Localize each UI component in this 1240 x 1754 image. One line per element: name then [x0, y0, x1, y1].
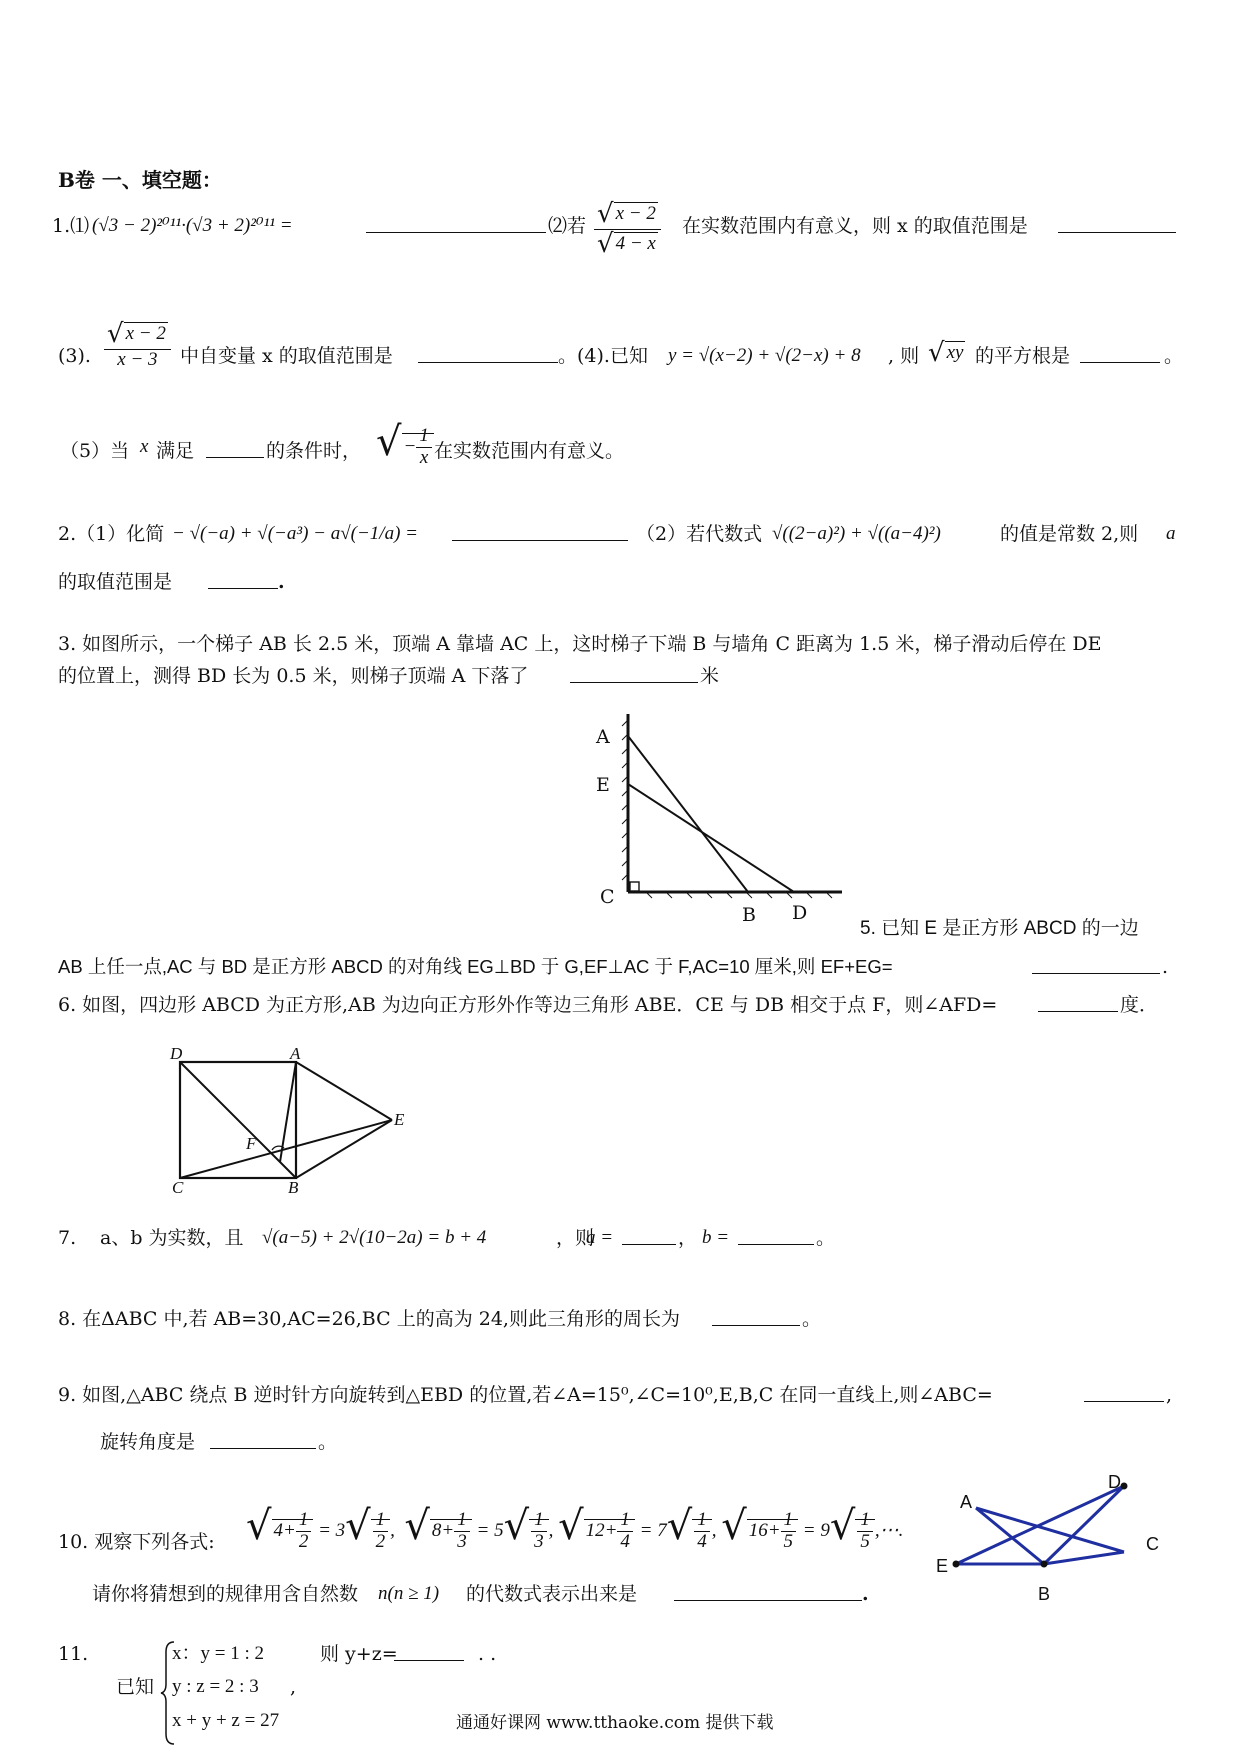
q2-part1-expression: − √(−a) + √(−a³) − a√(−1/a) = [172, 523, 418, 544]
ladder-ab [628, 736, 748, 892]
q11-prefix: 已知 [116, 1676, 155, 1698]
q8-end: 。 [802, 1308, 822, 1330]
q2-part2-label: （2）若代数式 [636, 523, 763, 545]
q11-ask-end: . . [478, 1643, 497, 1665]
q11-comma: , [290, 1676, 297, 1698]
rotation-label-c: C [1146, 1534, 1159, 1554]
q7-end: 。 [816, 1227, 836, 1249]
q1-part1-label: 1.⑴ [52, 215, 90, 237]
ladder-label-e: E [596, 774, 610, 796]
q2-part1-label: 2.（1）化简 [58, 523, 165, 545]
ladder-label-d: D [792, 902, 808, 924]
q5-blank [1032, 957, 1160, 980]
q1-part2-fraction: $\frac{√ x - 2}{√ 4 - x}$ [594, 200, 661, 258]
q8-blank [712, 1309, 800, 1332]
q9-angle-blank [1084, 1385, 1164, 1408]
ladder-label-c: C [600, 886, 615, 908]
q7-separator: ， [678, 1227, 698, 1249]
q10-formula-1: √ 4+ $\frac{1}{2}$ = 3√ $\frac{1}{2}$ , [246, 1503, 400, 1553]
q2-part2-blank [208, 572, 278, 595]
q1-part4-expression: y = √(x−2) + √(2−x) + 8 [668, 345, 861, 366]
q5-line1: 5. 已知 E 是正方形 ABCD 的一边 [860, 918, 1139, 939]
q11-equation-3: x + y + z = 27 [172, 1710, 280, 1731]
q2-line2-end: . [278, 571, 285, 593]
q7-text-a: a、b 为实数，且 [100, 1227, 244, 1249]
q1-part2-text: 在实数范围内有意义，则 x 的取值范围是 [682, 215, 1028, 237]
q2-part1-blank [452, 524, 628, 547]
q1-part5-variable: x [140, 436, 149, 457]
q9-line1-end: , [1166, 1384, 1173, 1406]
q1-part1-blank [366, 216, 546, 239]
q10-formula-2: √ 8+ $\frac{1}{3}$ = 5√ $\frac{1}{3}$ , [404, 1503, 554, 1553]
q2-part2-text: 的值是常数 2,则 [1000, 523, 1139, 545]
q10-line2-a: 请你将猜想到的规律用含自然数 [92, 1583, 359, 1605]
q9-line2: 旋转角度是 [100, 1431, 196, 1453]
q11-equation-1: x：y = 1 : 2 [172, 1643, 264, 1664]
q9-rotation-blank [210, 1432, 316, 1455]
q6-text: 6. 如图，四边形 ABCD 为正方形,AB 为边向正方形外作等边三角形 ABE．CE 与 DB 相交于点 F，则∠AFD= [58, 994, 998, 1016]
q6-end: 度． [1120, 994, 1159, 1016]
q7-b-equals: b = [702, 1227, 730, 1248]
q1-part2-blank [1058, 216, 1176, 239]
footer-source: 通通好课网 www.tthaoke.com 提供下载 [456, 1713, 774, 1733]
q1-part5-text-a: 满足 [156, 440, 195, 462]
q9-line2-end: 。 [318, 1431, 338, 1453]
q7-text-b: ，则 [556, 1227, 595, 1249]
q1-part3-blank [418, 346, 558, 369]
ladder-label-a: A [596, 726, 610, 748]
q10-formula-4: √ 16+ $\frac{1}{5}$ = 9√ $\frac{1}{5}$ [721, 1520, 875, 1541]
q3-line2: 的位置上，测得 BD 长为 0.5 米，则梯子顶端 A 下落了 [58, 665, 529, 687]
q9-line1: 9. 如图,△ABC 绕点 B 逆时针方向旋转到△EBD 的位置,若∠A=15⁰,∠C=10⁰,E,B,C 在同一直线上,则∠ABC= [58, 1384, 993, 1406]
q8-text: 8. 在ΔABC 中,若 AB=30,AC=26,BC 上的高为 24,则此三角形的周长为 [58, 1308, 680, 1330]
rotation-label-e: E [936, 1556, 949, 1576]
q1-part4-end: 。 [1164, 345, 1184, 367]
square-label-c: C [172, 1178, 184, 1197]
q1-part5-label: （5）当 [60, 440, 130, 462]
q10-line2-variable: n(n ≥ 1) [378, 1583, 440, 1604]
q3-blank [570, 666, 698, 689]
square-label-d: D [170, 1044, 183, 1063]
q6-blank [1038, 995, 1118, 1018]
q10-blank [674, 1584, 862, 1607]
q1-part5-text-c: 在实数范围内有意义。 [434, 440, 625, 462]
q11-ask: 则 y+z= [320, 1643, 398, 1665]
ladder-de [628, 784, 794, 892]
q1-part4-root: √ xy [928, 338, 964, 368]
q11-label: 11. [58, 1643, 89, 1665]
q7-a-equals: a = [586, 1227, 614, 1248]
q7-a-blank [622, 1228, 676, 1251]
q2-line2-text: 的取值范围是 [58, 571, 173, 593]
q3-line2-end: 米 [700, 665, 720, 687]
square-label-e: E [394, 1110, 405, 1129]
q5-line2: AB 上任一点,AC 与 BD 是正方形 ABCD 的对角线 EG⊥BD 于 G,EF⊥AC 于 F,AC=10 厘米,则 EF+EG= [58, 956, 893, 977]
q11-equation-2: y : z = 2 : 3 [172, 1676, 259, 1697]
q10-line2-end: . [862, 1583, 869, 1605]
q1-part5-root: √ − $\frac{1}{x}$ [376, 418, 434, 469]
q1-part3-fraction: $\frac{√ x - 2}{x - 3}$ [104, 320, 171, 370]
ladder-figure [590, 706, 850, 936]
square-label-f: F [246, 1134, 257, 1153]
rotation-figure [940, 1470, 1176, 1580]
q1-part4-text-b: , 则 [888, 345, 920, 367]
rotation-label-b: B [1038, 1584, 1051, 1604]
q1-part4-blank [1080, 346, 1160, 369]
rotation-label-d: D [1108, 1472, 1121, 1492]
square-label-a: A [290, 1044, 301, 1063]
q10-formula-3: √ 12+ $\frac{1}{4}$ = 7√ $\frac{1}{4}$ , [558, 1503, 717, 1553]
q1-part5-blank [206, 441, 264, 464]
rotation-label-a: A [960, 1492, 973, 1512]
q10-label: 10. 观察下列各式: [58, 1531, 215, 1553]
q1-part4-text: 。(4).已知 [558, 345, 648, 367]
q2-part2-variable: a [1166, 523, 1176, 544]
q5-line2-end: . [1162, 956, 1169, 978]
q1-part3-text: 中自变量 x 的取值范围是 [180, 345, 393, 367]
q1-part4-text-c: 的平方根是 [975, 345, 1071, 367]
q10-formulas: √ 4+ $\frac{1}{2}$ = 3√ $\frac{1}{2}$ , √ 8+ $\frac{1}{3}$ = 5√ $\frac{1}{3}$ , √ 12+ $\frac{1}{4}$ = 7√ $\frac{1}{4}$ , √ 16+ $\frac{1}{5}$ = 9√ $\frac{1}{5}$ ,⋯. [246, 1503, 904, 1553]
q7-expression: √(a−5) + 2√(10−2a) = b + 4 [262, 1227, 487, 1248]
ladder-label-b: B [742, 904, 756, 926]
square-label-b: B [288, 1178, 299, 1197]
q7-label: 7. [58, 1227, 77, 1249]
q1-part5-text-b: 的条件时， [266, 440, 362, 462]
q7-b-blank [738, 1228, 814, 1251]
q2-part2-expression: √((2−a)²) + √((a−4)²) [772, 523, 941, 544]
section-title: B卷 一、填空题： [58, 168, 222, 192]
q1-part3-label: (3). [58, 345, 91, 367]
q1-part1-expression: (√3 − 2)²⁰¹¹·(√3 + 2)²⁰¹¹ = [92, 215, 293, 236]
q10-line2-b: 的代数式表示出来是 [466, 1583, 638, 1605]
q1-part2-label: ⑵若 [548, 215, 587, 237]
q3-line1: 3. 如图所示，一个梯子 AB 长 2.5 米，顶端 A 靠墙 AC 上，这时梯子下端 B 与墙角 C 距离为 1.5 米，梯子滑动后停在 DE [58, 633, 1102, 655]
q11-blank [394, 1644, 464, 1667]
